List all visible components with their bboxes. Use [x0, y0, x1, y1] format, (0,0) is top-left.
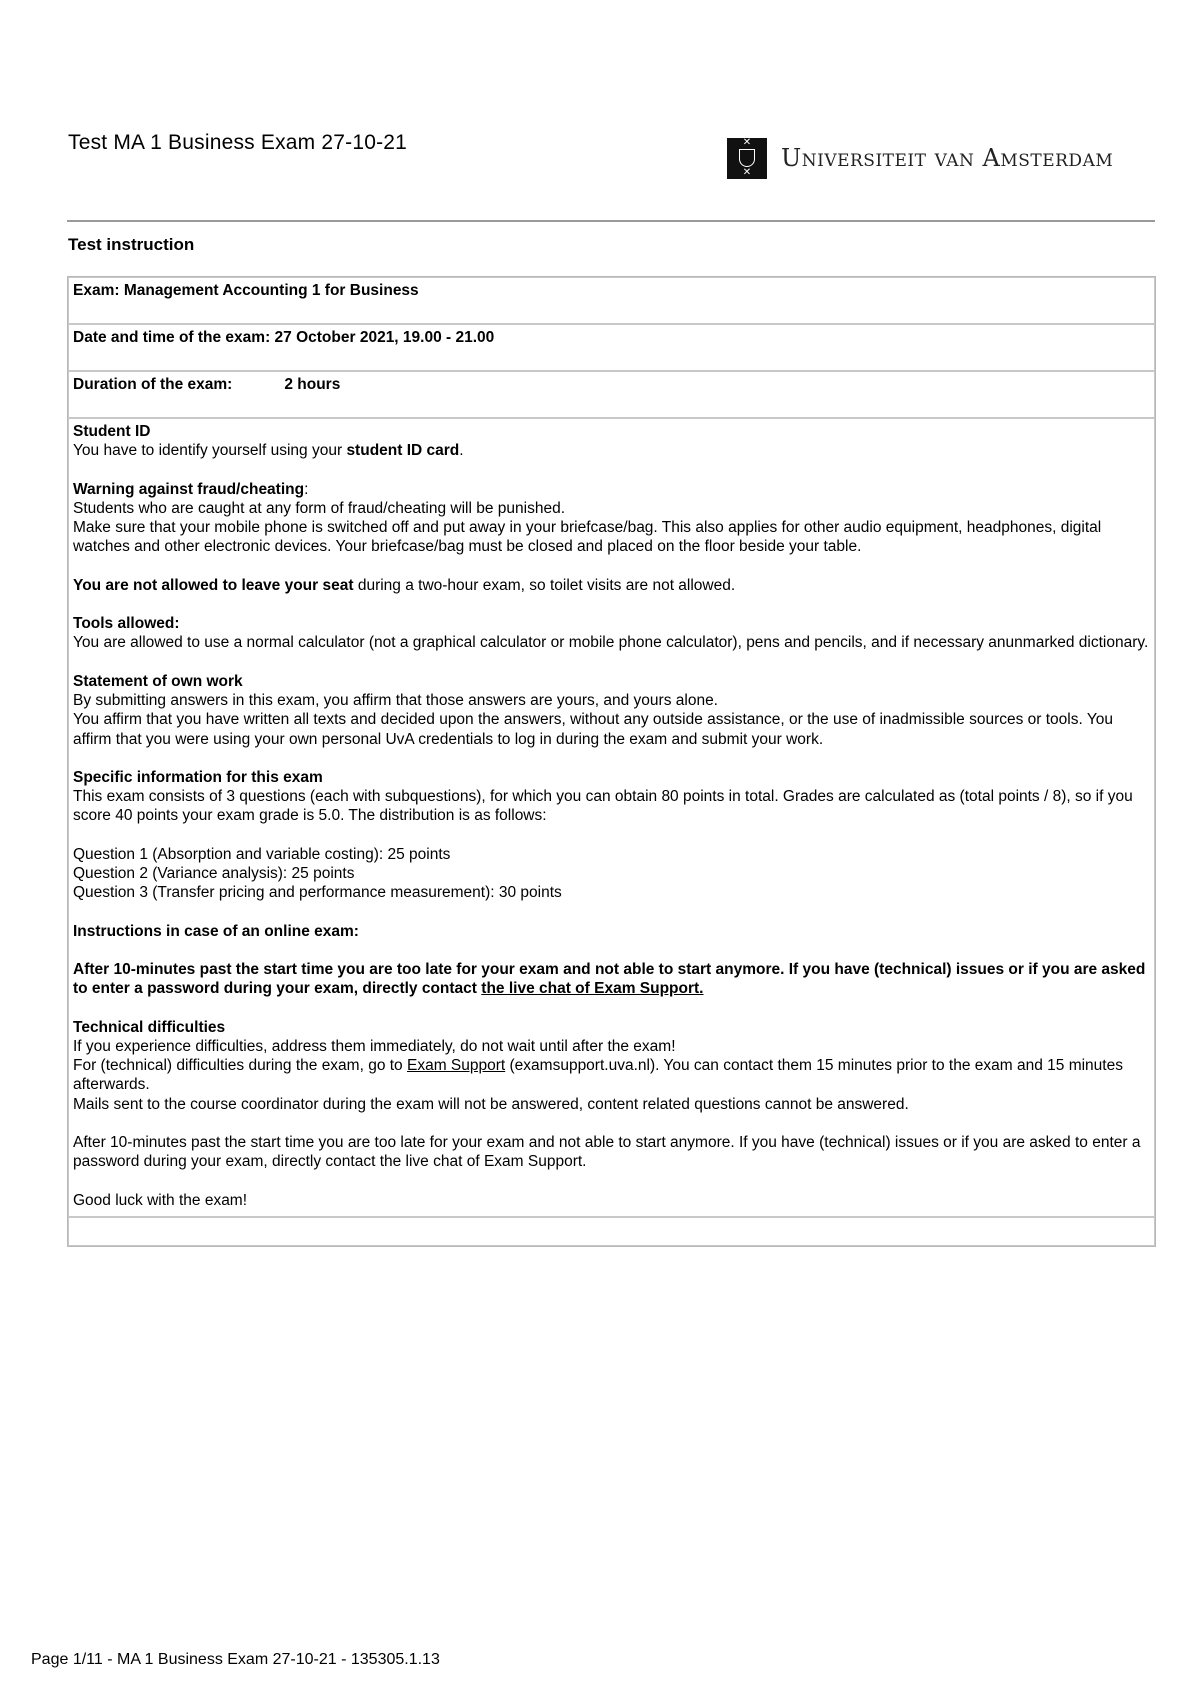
online-heading: Instructions in case of an online exam: [73, 922, 359, 940]
date-value: 27 October 2021, 19.00 - 21.00 [274, 329, 495, 346]
tech-line-3: Mails sent to the course coordinator during the exam will not be answered, content related questions cannot be answered. [73, 1095, 909, 1113]
instructions-row [68, 418, 1155, 1217]
question-2: Question 2 (Variance analysis): 25 points [73, 865, 355, 883]
duration-row [68, 371, 1155, 418]
duration-value: 2 hours [284, 376, 341, 393]
late-plain-text: After 10-minutes past the start time you are too late for your exam and not able to start anymore. If you have (technical) issues or if you are asked to enter a password during your exam, directly contact the live chat of Exam Support. [73, 1134, 1141, 1171]
own-work-heading: Statement of own work [73, 672, 243, 690]
student-id-text: You have to identify yourself using your student ID card. [73, 442, 464, 460]
exam-support-link[interactable]: Exam Support [406, 1057, 506, 1075]
instruction-table [67, 276, 1156, 1247]
question-3: Question 3 (Transfer pricing and performance measurement): 30 points [73, 884, 562, 902]
specific-text: This exam consists of 3 questions (each with subquestions), for which you can obtain 80 points in total. Grades are calculated as (total points / 8), so if you score 40 points your exam grade is 5.0. The distribution is as follows: [73, 788, 1133, 825]
fraud-line-1: Students who are caught at any form of fraud/cheating will be punished. [73, 499, 565, 517]
tools-text: You are allowed to use a normal calculator (not a graphical calculator or mobile phone calculator), pens and pencils, and if necessary anunmarked dictionary. [73, 634, 1149, 652]
own-work-line-1: By submitting answers in this exam, you affirm that those answers are yours, and yours alone. [73, 691, 718, 709]
uva-crest-icon: ✕ ✕ [727, 138, 767, 179]
tech-heading: Technical difficulties [73, 1018, 226, 1036]
university-logo [727, 137, 1113, 179]
date-label: Date and time of the exam: [73, 329, 275, 346]
date-row [68, 324, 1155, 371]
exam-value: Management Accounting 1 for Business [123, 282, 419, 299]
exam-label: Exam: [73, 282, 124, 299]
good-luck-text: Good luck with the exam! [73, 1191, 248, 1209]
tech-line-1: If you experience difficulties, address them immediately, do not wait until after the exam! [73, 1037, 676, 1055]
tech-line-2: For (technical) difficulties during the exam, go to Exam Support (examsupport.uva.nl). You can contact them 15 minutes prior to the exam and 15 minutes afterwards. [73, 1057, 1123, 1094]
late-warning: After 10-minutes past the start time you are too late for your exam and not able to start anymore. If you have (technical) issues or if you are asked to enter a password during your exam, directly contact the live chat of Exam Support. [73, 960, 1146, 998]
logo-text: Universiteit van Amsterdam [781, 144, 1114, 172]
seat-rule: You are not allowed to leave your seat during a two-hour exam, so toilet visits are not allowed. [73, 576, 736, 594]
page-footer: Page 1/11 - MA 1 Business Exam 27-10-21 - 135305.1.13 [31, 1651, 440, 1668]
document-title: Test MA 1 Business Exam 27-10-21 [68, 131, 408, 154]
exam-row [68, 277, 1155, 324]
duration-label: Duration of the exam: [73, 376, 233, 393]
section-title: Test instruction [68, 235, 195, 254]
instructions-body [68, 418, 1155, 1217]
question-1: Question 1 (Absorption and variable costing): 25 points [73, 845, 451, 863]
student-id-heading: Student ID [73, 423, 151, 440]
live-chat-link[interactable]: the live chat of Exam Support. [481, 980, 704, 998]
specific-heading: Specific information for this exam [73, 768, 323, 786]
header-divider [67, 220, 1155, 222]
fraud-heading: Warning against fraud/cheating: [73, 480, 309, 498]
tools-heading: Tools allowed: [73, 615, 180, 633]
fraud-line-2: Make sure that your mobile phone is switched off and put away in your briefcase/bag. This also applies for other audio equipment, headphones, digital watches and other electronic devices. Your briefcase/bag must be closed and placed on the floor beside your table. [73, 519, 1102, 556]
empty-row [68, 1217, 1155, 1246]
own-work-line-2: You affirm that you have written all texts and decided upon the answers, without any outside assistance, or the use of inadmissible sources or tools. You affirm that you were using your own personal UvA credentials to log in during the exam and submit your work. [73, 711, 1113, 748]
